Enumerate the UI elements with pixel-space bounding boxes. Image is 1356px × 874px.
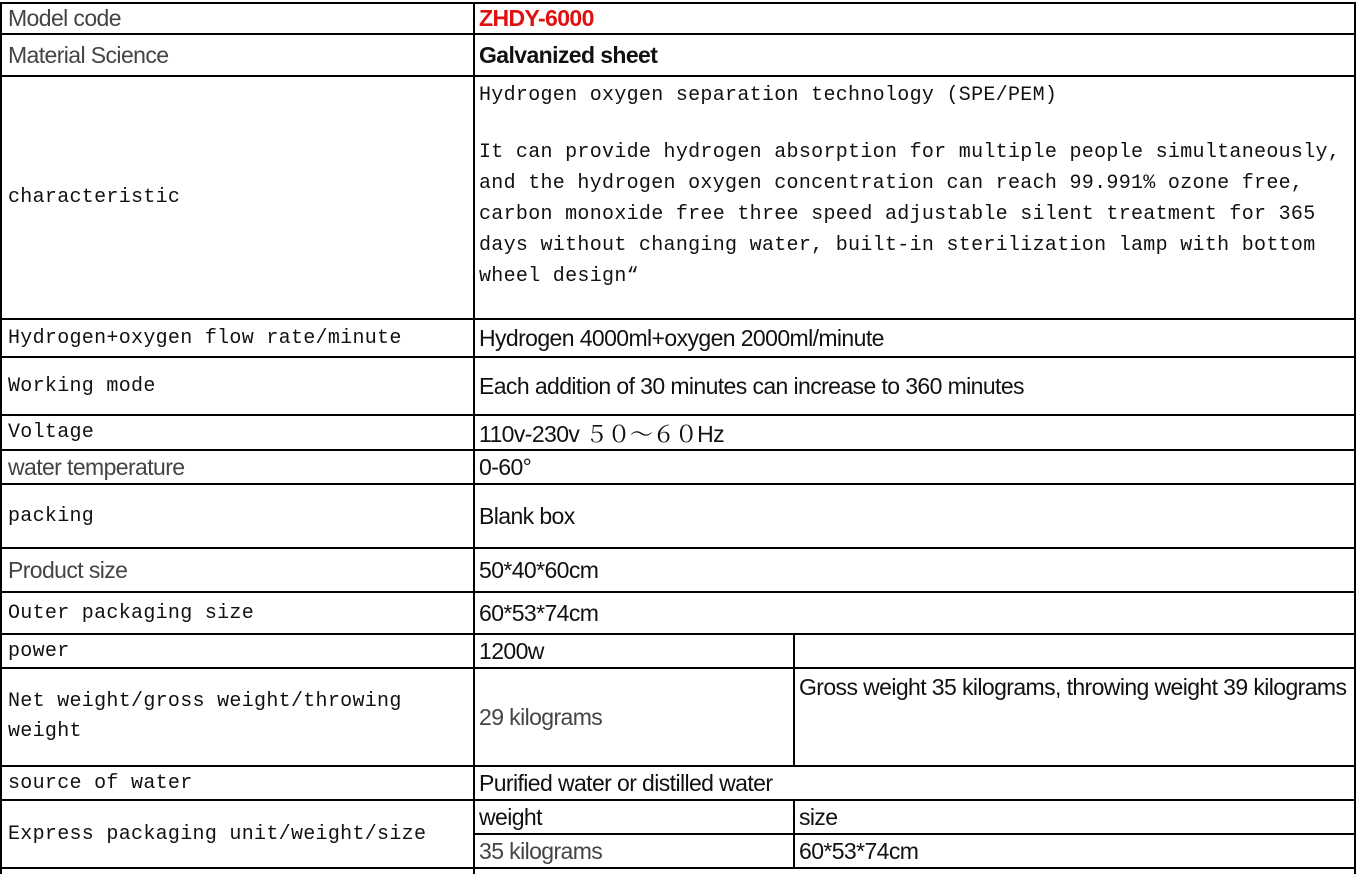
- label-voltage: Voltage: [0, 416, 475, 451]
- label-characteristic: characteristic: [0, 77, 475, 320]
- label-model-code: Model code: [0, 2, 475, 35]
- label-working-mode: Working mode: [0, 358, 475, 416]
- value-power: 1200w: [473, 635, 795, 669]
- value-working-mode: Each addition of 30 minutes can increase to 360 minutes: [473, 358, 1356, 416]
- label-water-source: source of water: [0, 767, 475, 801]
- value-technology: Hydrogen oxygen separation technology (SPE/PEM): [473, 77, 1356, 113]
- label-material: Material Science: [0, 35, 475, 77]
- value-model-code: ZHDY-6000: [473, 2, 1356, 35]
- value-characteristic-description: It can provide hydrogen absorption for multiple people simultaneously, and the hydrogen oxygen concentration can reach 99.991% ozone free, carbon monoxide free three speed adjustable silent treatment for 365 days without changing water, built-in sterilization lamp with bottom wheel design“: [473, 113, 1356, 320]
- value-water-temperature: 0-60°: [473, 451, 1356, 485]
- value-net-weight: 29 kilograms: [473, 669, 795, 767]
- label-flow-rate: Hydrogen+oxygen flow rate/minute: [0, 320, 475, 358]
- express-weight-value: 35 kilograms: [473, 835, 795, 869]
- value-material: Galvanized sheet: [473, 35, 1356, 77]
- label-water-temperature: water temperature: [0, 451, 475, 485]
- label-product-size: Product size: [0, 549, 475, 593]
- value-product-size: 50*40*60cm: [473, 549, 1356, 593]
- row-divider: [0, 869, 475, 874]
- value-outer-packaging-size: 60*53*74cm: [473, 593, 1356, 635]
- label-power: power: [0, 635, 475, 669]
- row-divider: [473, 869, 1356, 874]
- label-express-packaging: Express packaging unit/weight/size: [0, 801, 475, 869]
- label-outer-packaging-size: Outer packaging size: [0, 593, 475, 635]
- value-gross-throwing-weight: Gross weight 35 kilograms, throwing weight 39 kilograms: [793, 669, 1356, 767]
- express-weight-header: weight: [473, 801, 795, 835]
- express-size-value: 60*53*74cm: [793, 835, 1356, 869]
- value-flow-rate: Hydrogen 4000ml+oxygen 2000ml/minute: [473, 320, 1356, 358]
- express-size-header: size: [793, 801, 1356, 835]
- value-packing: Blank box: [473, 485, 1356, 549]
- label-weights: Net weight/gross weight/throwing weight: [0, 669, 475, 767]
- value-water-source: Purified water or distilled water: [473, 767, 1356, 801]
- empty-cell: [793, 635, 1356, 669]
- label-packing: packing: [0, 485, 475, 549]
- value-voltage: 110v-230v ５０～６０Hz: [473, 416, 1356, 451]
